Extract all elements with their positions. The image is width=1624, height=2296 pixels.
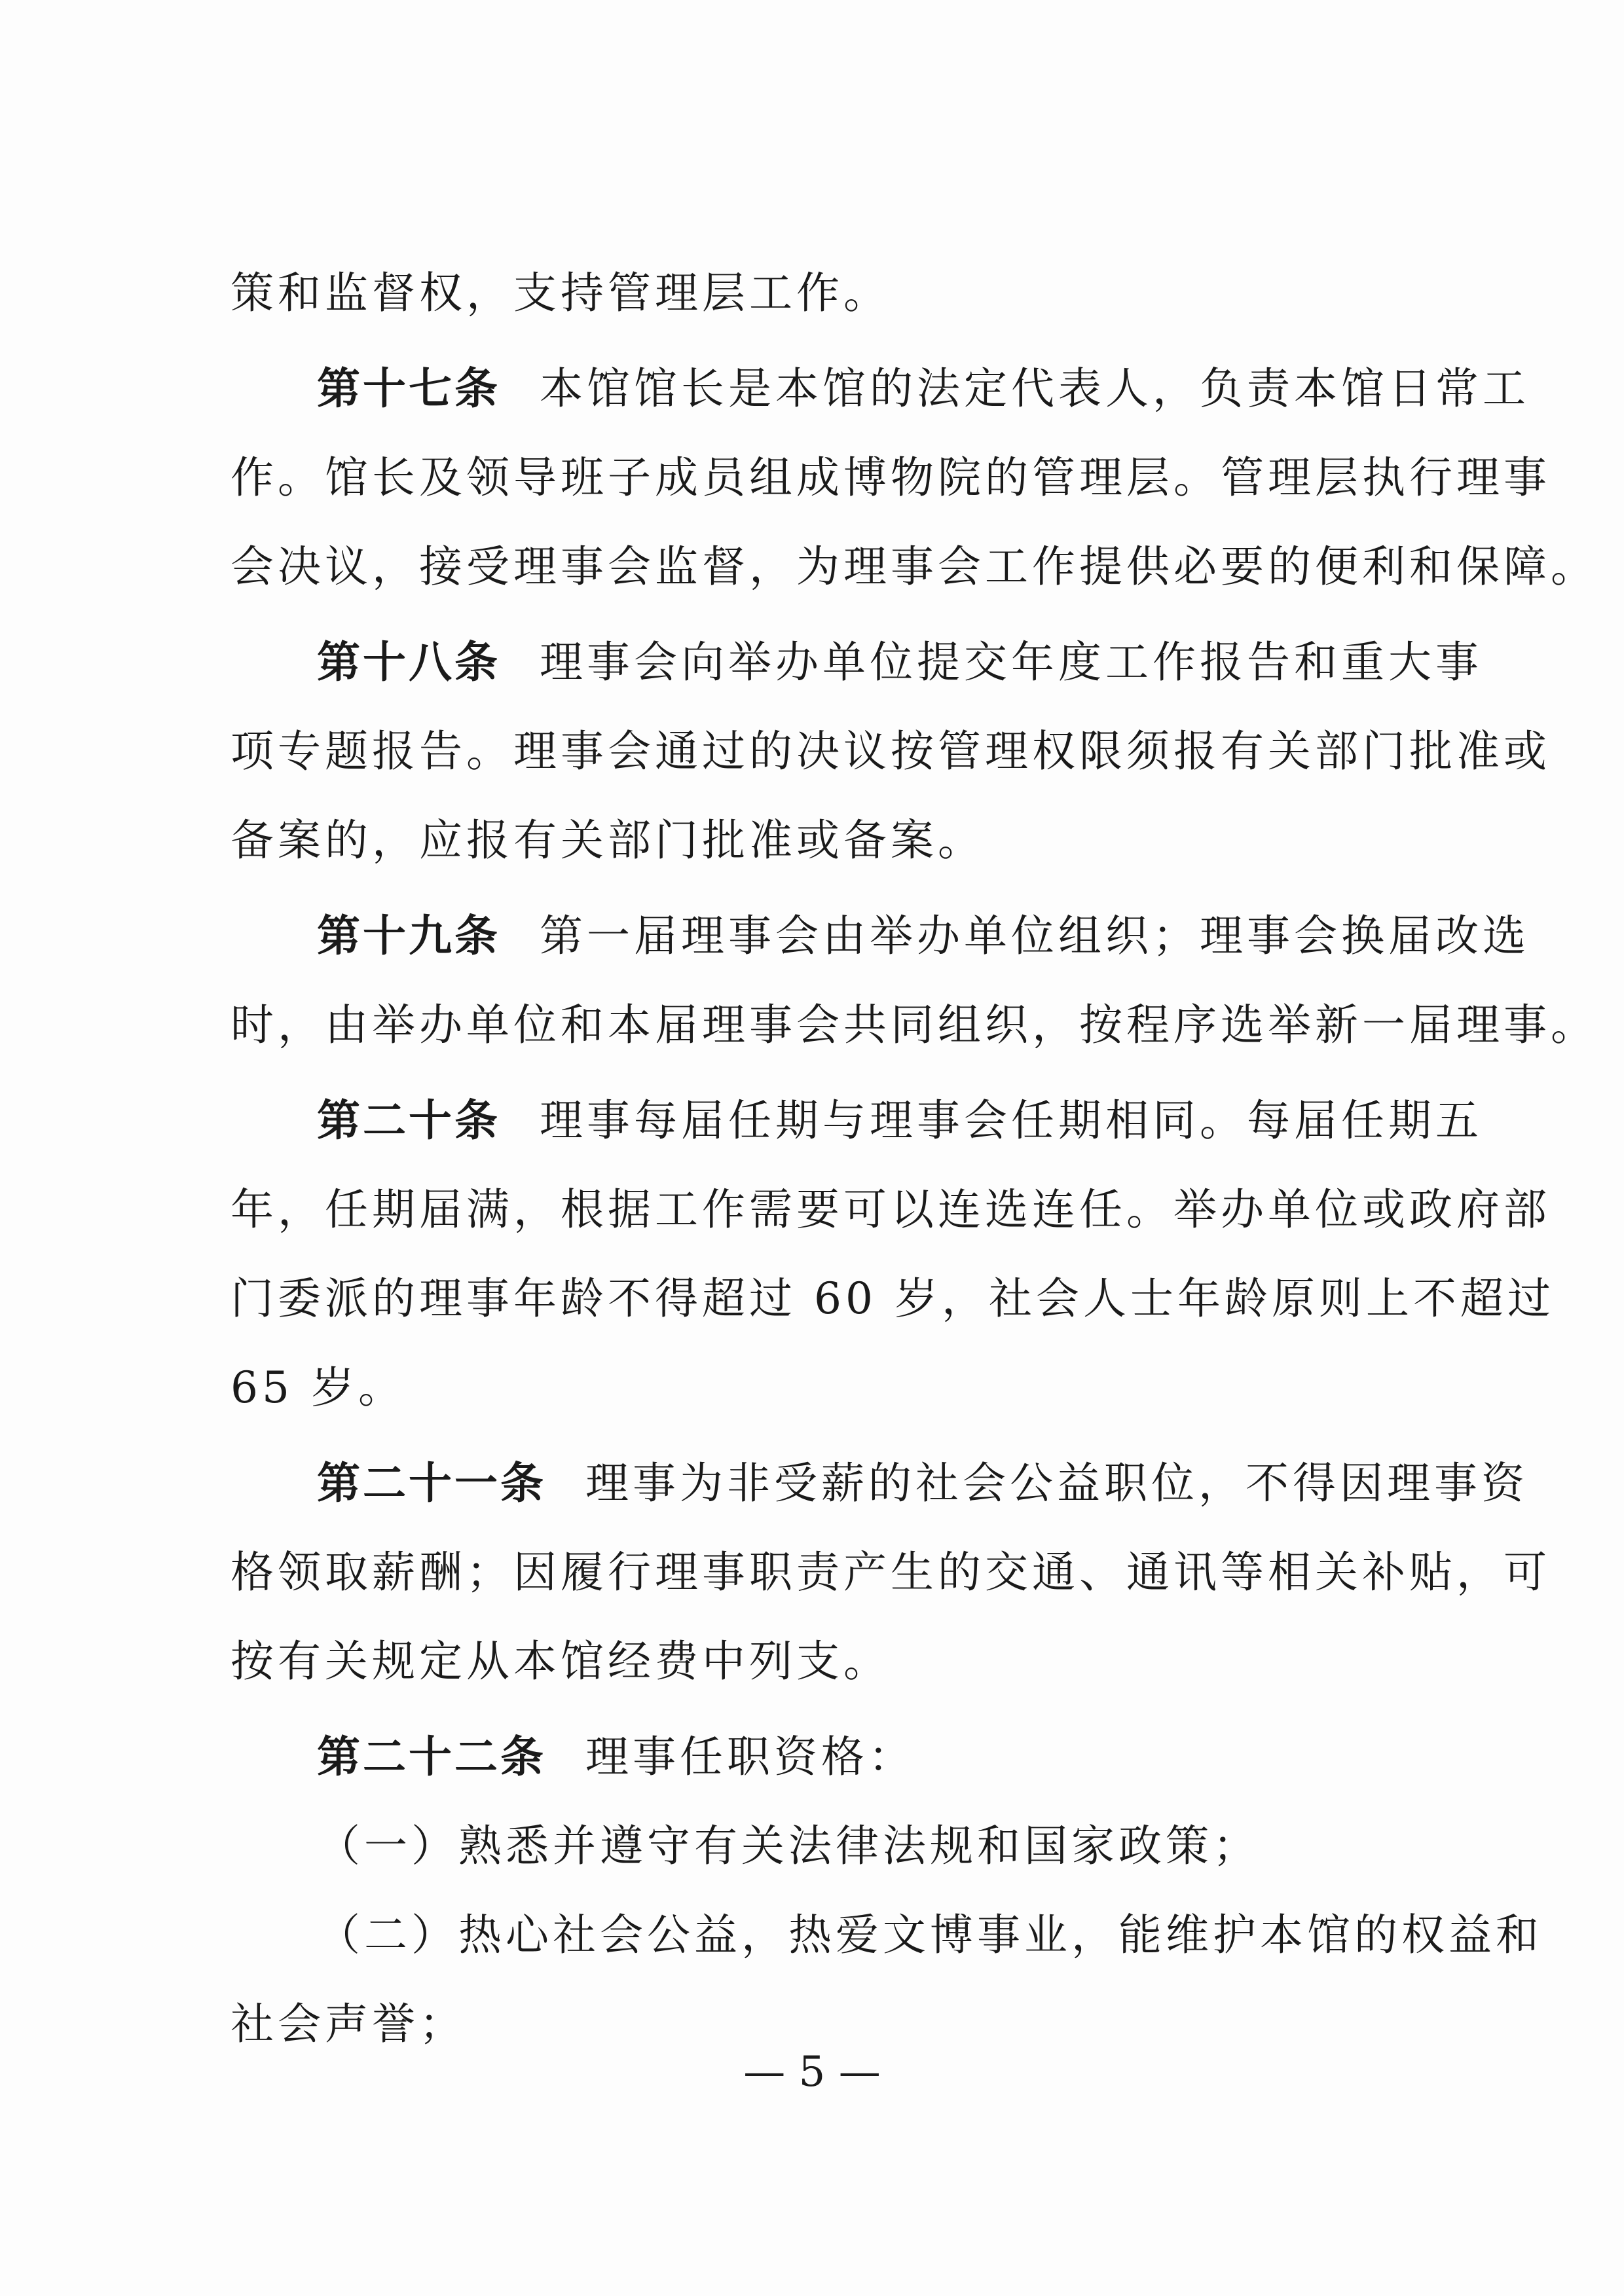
line-text: 备案的，应报有关部门批准或备案。 [231, 815, 985, 866]
text-line [231, 1802, 1435, 1891]
text-line [231, 796, 1435, 885]
article-label: 第十九条 [317, 911, 500, 961]
article-label: 第二十一条 [317, 1458, 546, 1508]
line-text: 策和监督权，支持管理层工作。 [231, 268, 891, 318]
line-text: （二）热心社会公益，热爱文博事业，能维护本馆的权益和 [317, 1910, 1543, 1960]
paragraph-gap [231, 1432, 1435, 1439]
paragraph-gap [231, 1706, 1435, 1713]
text-line [231, 1165, 1551, 1254]
line-text: 时，由举办单位和本届理事会共同组织，按程序选举新一届理事。 [231, 1000, 1598, 1050]
paragraph-gap [231, 1070, 1435, 1076]
document-body [231, 249, 1598, 2069]
line-text: 65 岁。 [231, 1362, 405, 1413]
text-line [231, 1713, 1435, 1802]
text-line [231, 707, 1551, 796]
text-line [231, 1343, 1435, 1432]
text-line [231, 1439, 1528, 1528]
article-label: 第十七条 [317, 363, 500, 414]
line-text: 作。馆长及领导班子成员组成博物院的管理层。管理层执行理事 [231, 452, 1551, 503]
text-line [231, 522, 1598, 611]
line-text: 第一届理事会由举办单位组织；理事会换届改选 [540, 911, 1530, 961]
line-text: 理事任职资格： [585, 1732, 915, 1782]
text-line [231, 892, 1530, 981]
line-text: 年，任期届满，根据工作需要可以连选连任。举办单位或政府部 [231, 1184, 1551, 1235]
line-text: 理事会向举办单位提交年度工作报告和重大事 [540, 637, 1483, 687]
text-line [231, 1076, 1483, 1165]
line-text: 理事为非受薪的社会公益职位，不得因理事资 [585, 1458, 1528, 1508]
article-label: 第二十二条 [317, 1732, 546, 1782]
line-text: 社会声誉； [231, 1999, 466, 2049]
line-text: 按有关规定从本馆经费中列支。 [231, 1636, 891, 1686]
line-text: 门委派的理事年龄不得超过 60 岁，社会人士年龄原则上不超过 [231, 1273, 1555, 1324]
line-text: 格领取薪酬；因履行理事职责产生的交通、通讯等相关补贴，可 [231, 1547, 1551, 1597]
article-label: 第十八条 [317, 637, 500, 687]
line-text: （一）熟悉并遵守有关法律法规和国家政策； [317, 1821, 1260, 1871]
text-line [231, 618, 1483, 707]
line-text: 本馆馆长是本馆的法定代表人，负责本馆日常工 [540, 363, 1530, 414]
paragraph-gap [231, 611, 1435, 618]
line-text: 理事每届任期与理事会任期相同。每届任期五 [540, 1095, 1483, 1146]
text-line [231, 1891, 1543, 1980]
text-line [231, 344, 1530, 433]
paragraph-gap [231, 338, 1435, 344]
text-line [231, 1254, 1555, 1343]
text-line [231, 249, 1435, 338]
paragraph-gap [231, 885, 1435, 892]
text-line [231, 981, 1598, 1070]
text-line [231, 1528, 1551, 1617]
line-text: 项专题报告。理事会通过的决议按管理权限须报有关部门批准或 [231, 726, 1551, 776]
text-line [231, 1617, 1435, 1706]
line-text: 会决议，接受理事会监督，为理事会工作提供必要的便利和保障。 [231, 541, 1598, 592]
page-number: — 5 — [743, 2048, 881, 2096]
article-label: 第二十条 [317, 1095, 500, 1146]
text-line [231, 433, 1551, 522]
